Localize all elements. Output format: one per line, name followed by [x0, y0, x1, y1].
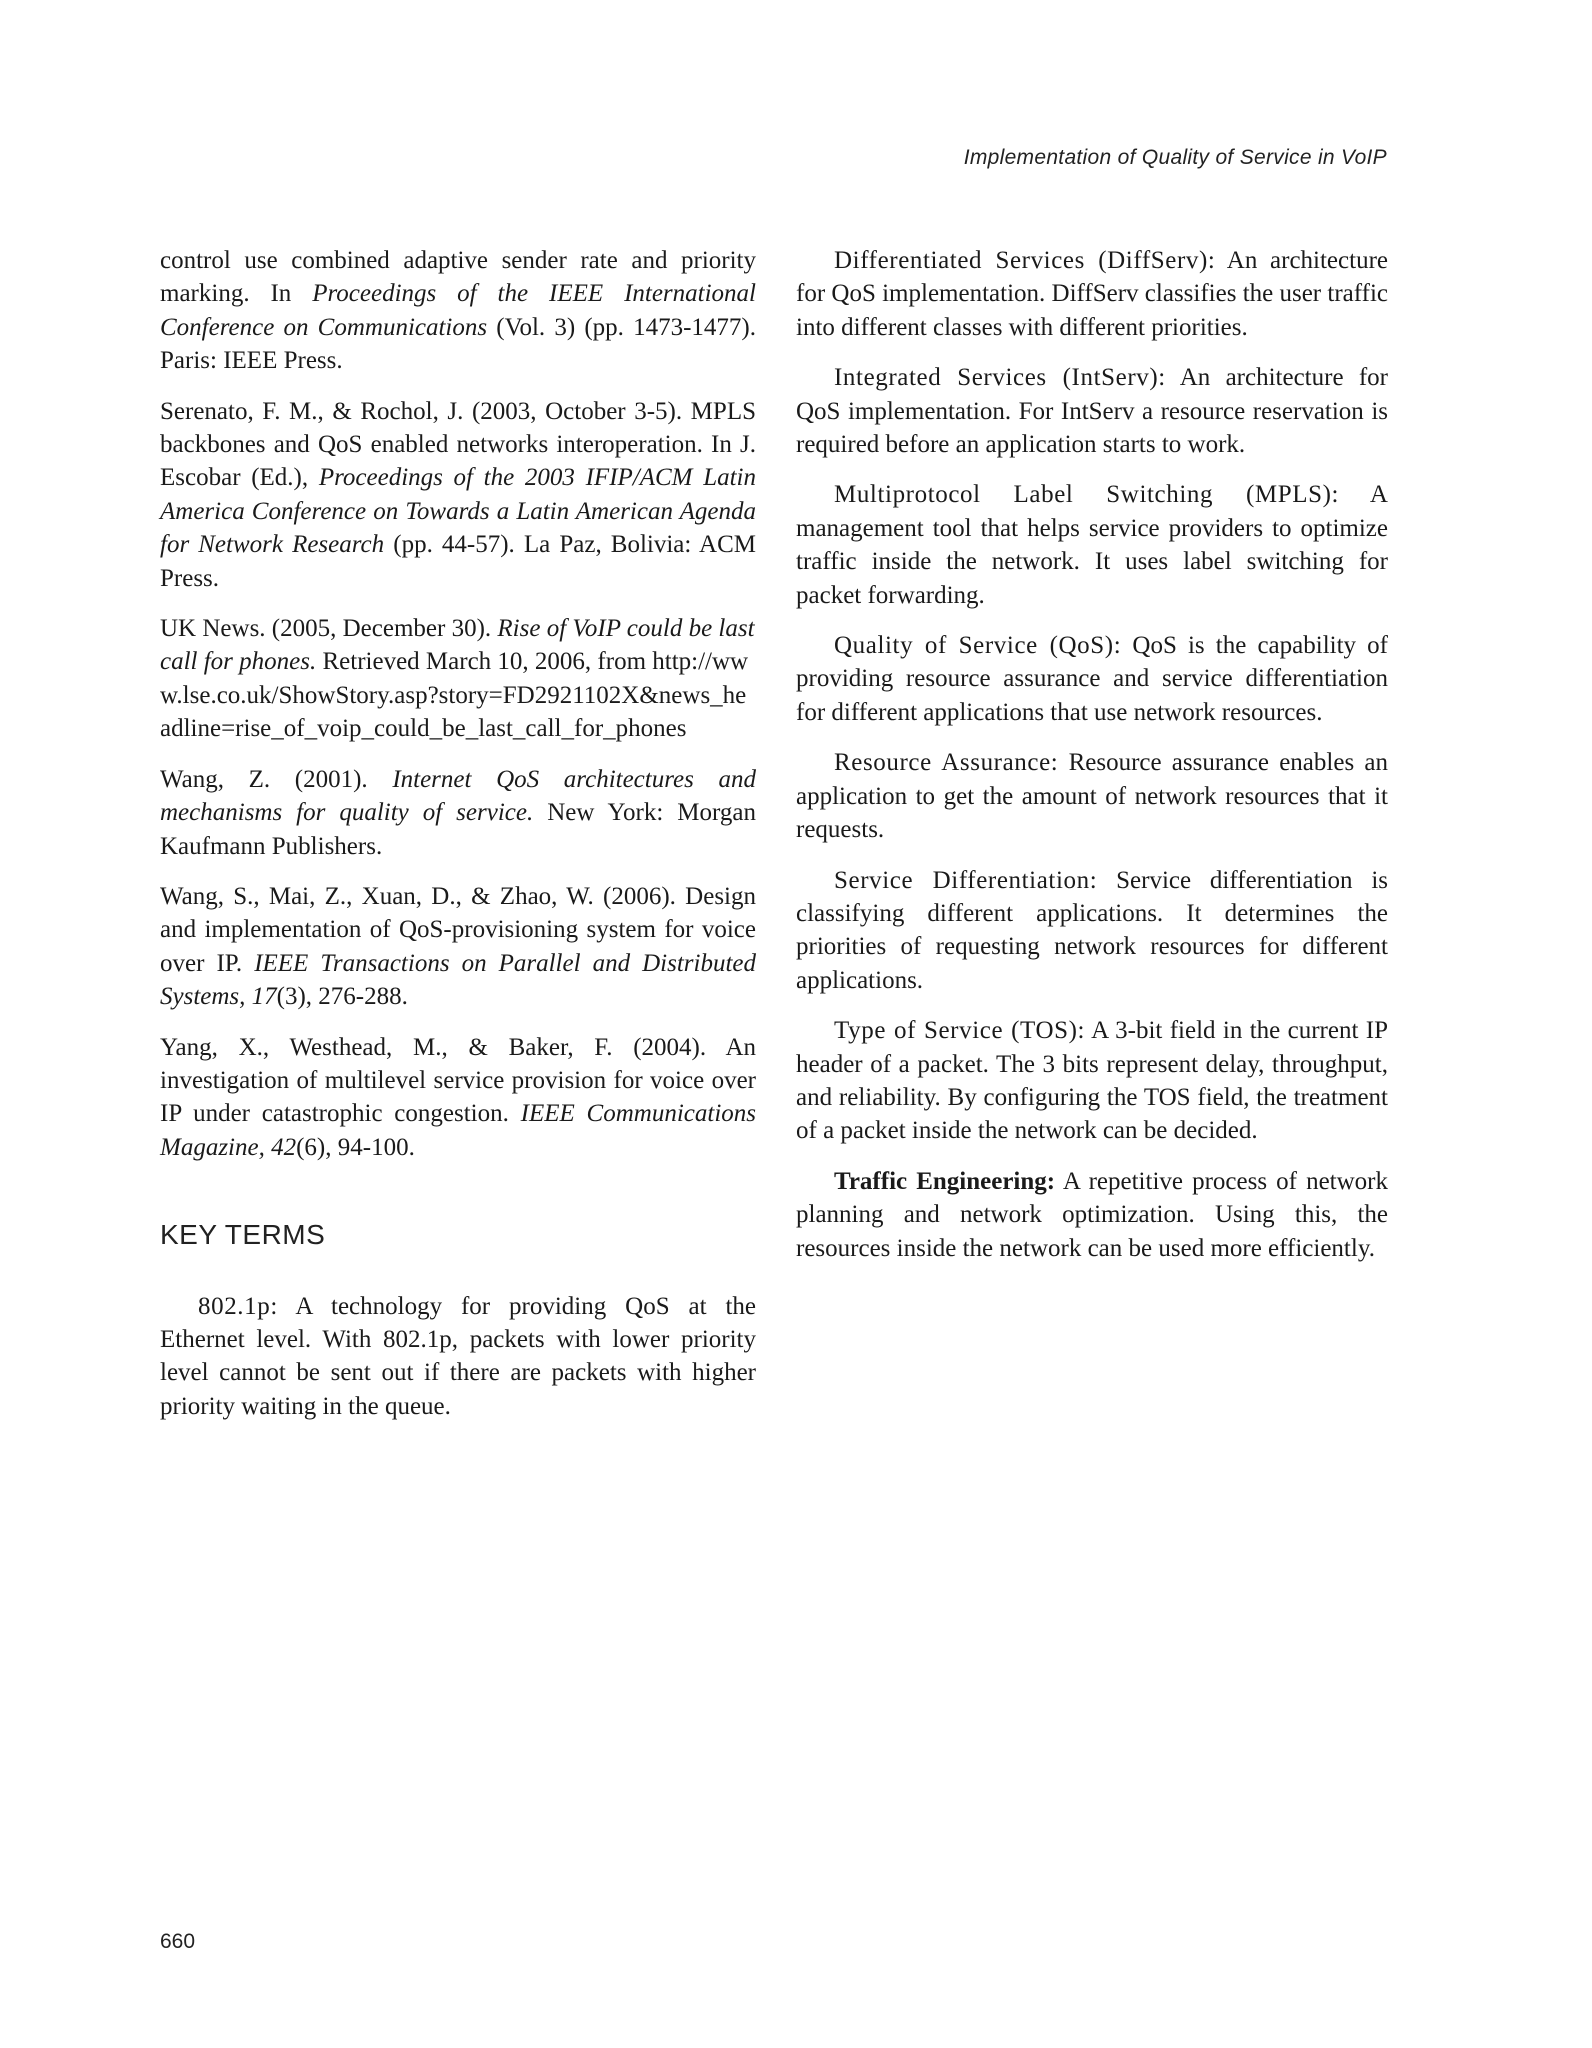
running-head: Implementation of Quality of Service in VoIP — [963, 146, 1387, 169]
key-term-qos — [796, 629, 1388, 729]
key-terms-heading: KEY TERMS — [160, 1219, 326, 1251]
key-term-tos — [796, 1014, 1388, 1148]
key-term-intserv — [796, 361, 1388, 461]
term-name: Resource Assurance: — [834, 749, 1059, 777]
term-definition: A 3-bit field in the current IP header of a packet. The 3 bits represent delay, throughput, and reliability. By configuring the TOS field, the treatment of a packet inside the network can be decided. — [796, 1017, 1388, 1145]
term-definition: Resource assurance enables an application to get the amount of network resources that it requests. — [796, 749, 1388, 844]
reference-entry: Yang, X., Westhead, M., & Baker, F. (2004). An investigation of multilevel service provision for voice over IP under catastrophic congestion. IEEE Communications Magazine, 42(6), 94-100. — [160, 1033, 756, 1161]
term-definition: An architecture for QoS implementation. For IntServ a resource reservation is required before an application starts to work. — [796, 364, 1388, 459]
page-number: 660 — [160, 1930, 196, 1953]
term-name: Type of Service (TOS): — [834, 1017, 1086, 1045]
key-term-resource-assurance — [796, 746, 1388, 846]
term-name: Integrated Services (IntServ): — [834, 364, 1166, 392]
key-term-diffserv — [796, 244, 1388, 344]
term-name: Multiprotocol Label Switching (MPLS): — [834, 481, 1340, 509]
term-name: Differentiated Services (DiffServ): — [834, 247, 1216, 274]
reference-entry: Serenato, F. M., & Rochol, J. (2003, October 3-5). MPLS backbones and QoS enabled networks interoperation. In J. Escobar (Ed.), Proceedings of the 2003 IFIP/ACM Latin America Conference on Towards a Latin American Agenda for Network Research (pp. 44-57). La Paz, Bolivia: ACM Press. — [160, 397, 756, 592]
term-definition: QoS is the capability of providing resource assurance and service differentiation for different applications that use network resources. — [796, 632, 1388, 726]
term-definition: A technology for providing QoS at the Ethernet level. With 802.1p, packets with lower priority level cannot be sent out if there are packets with higher priority waiting in the queue. — [160, 1292, 756, 1420]
term-name: 802.1p: — [198, 1292, 278, 1320]
right-column — [796, 244, 1388, 1282]
term-name: Traffic Engineering: — [834, 1167, 1056, 1195]
term-name: Service Differentiation: — [834, 866, 1098, 894]
key-term-mpls — [796, 478, 1388, 612]
reference-entry: control use combined adaptive sender rate and priority marking. In Proceedings of the IEEE International Conference on Communications (Vol. 3) (pp. 1473-1477). Paris: IEEE Press. — [160, 247, 756, 375]
reference-entry: Wang, S., Mai, Z., Xuan, D., & Zhao, W. (2006). Design and implementation of QoS-provisioning system for voice over IP. IEEE Transactions on Parallel and Distributed Systems, 17(3), 276-288. — [160, 882, 756, 1011]
term-definition: Service differentiation is classifying different applications. It determines the priorities of requesting network resources for different applications. — [796, 866, 1388, 994]
left-column — [160, 244, 756, 1440]
term-definition: A management tool that helps service providers to optimize traffic inside the network. It uses label switching for packet forwarding. — [796, 481, 1388, 609]
term-definition: An architecture for QoS implementation. DiffServ classifies the user traffic into different classes with different priorities. — [796, 247, 1388, 341]
term-definition: A repetitive process of network planning and network optimization. Using this, the resources inside the network can be used more efficiently. — [796, 1167, 1389, 1262]
reference-entry: Wang, Z. (2001). Internet QoS architectures and mechanisms for quality of service. New York: Morgan Kaufmann Publishers. — [160, 765, 756, 860]
key-term-service-differentiation — [796, 864, 1388, 998]
key-term-traffic-engineering — [796, 1165, 1388, 1265]
term-name: Quality of Service (QoS): — [834, 632, 1122, 660]
key-term-802-1p — [160, 1290, 756, 1424]
reference-entry: UK News. (2005, December 30). Rise of VoIP could be last call for phones. Retrieved March 10, 2006, from http://www.lse.co.uk/ShowStory.asp?story=FD2921102X&news_headline=rise_of_voip_could_be_last_call_for_phones — [160, 615, 755, 743]
